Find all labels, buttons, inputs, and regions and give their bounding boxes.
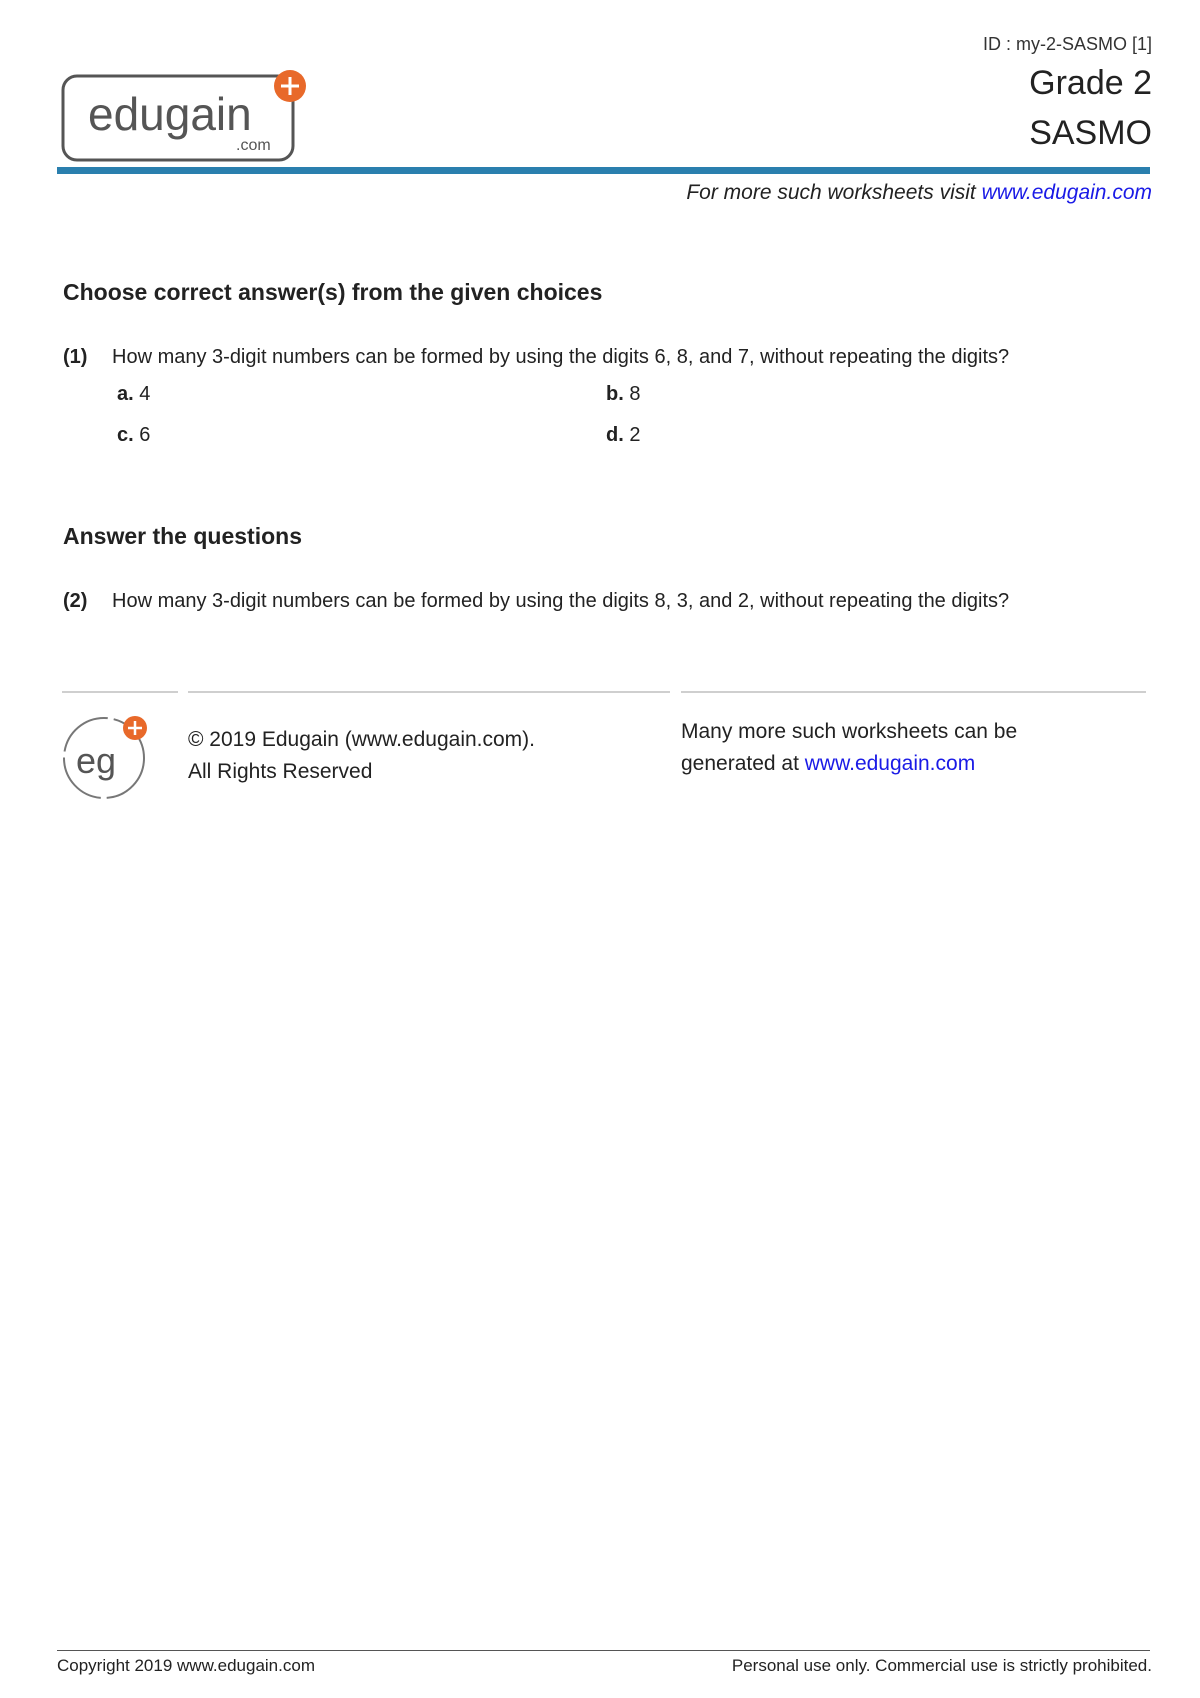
choice-b[interactable] xyxy=(606,383,640,406)
choice-d-label: d. xyxy=(606,424,624,446)
choice-d-value: 2 xyxy=(629,424,641,446)
logo-text: edugain xyxy=(88,88,252,140)
visit-prefix: For more such worksheets visit xyxy=(686,181,982,204)
logo-sub: .com xyxy=(236,137,271,154)
question-2-number: (2) xyxy=(63,590,88,612)
choice-b-label: b. xyxy=(606,383,624,405)
page-footer-notice: Personal use only. Commercial use is strictly prohibited. xyxy=(731,1656,1152,1675)
question-2-text: How many 3-digit numbers can be formed by using the digits 8, 3, and 2, without repeating the digits? xyxy=(112,590,1010,612)
question-1-text: How many 3-digit numbers can be formed by using the digits 6, 8, and 7, without repeating the digits? xyxy=(112,346,1010,368)
page-footer-divider xyxy=(57,1650,1150,1651)
footer-copyright-line2: All Rights Reserved xyxy=(188,760,373,783)
eg-logo-text: eg xyxy=(76,740,117,781)
choice-c[interactable] xyxy=(117,424,150,447)
footer-copyright-line1: © 2019 Edugain (www.edugain.com). xyxy=(188,728,536,751)
header-divider xyxy=(57,167,1150,174)
choice-c-label: c. xyxy=(117,424,134,446)
choice-a[interactable] xyxy=(117,383,150,406)
footer-separator xyxy=(62,691,178,693)
footer-more-prefix: generated at xyxy=(681,752,805,775)
choice-c-value: 6 xyxy=(139,424,151,446)
eg-logo xyxy=(60,712,154,800)
choice-a-label: a. xyxy=(117,383,134,405)
section2-title: Answer the questions xyxy=(63,523,302,549)
visit-line xyxy=(686,181,1152,205)
footer-separator xyxy=(681,691,1146,693)
edugain-logo xyxy=(60,68,310,168)
choice-d[interactable] xyxy=(606,424,640,447)
worksheet-id: ID : my-2-SASMO [1] xyxy=(982,34,1152,54)
footer-separator xyxy=(188,691,670,693)
choice-a-value: 4 xyxy=(139,383,151,405)
footer-more-link[interactable]: www.edugain.com xyxy=(804,752,976,775)
section1-title: Choose correct answer(s) from the given choices xyxy=(63,279,603,305)
page-footer-copyright: Copyright 2019 www.edugain.com xyxy=(57,1656,315,1675)
footer-more-line2 xyxy=(681,752,975,776)
grade-title: Grade 2 xyxy=(1029,64,1152,102)
subject-title: SASMO xyxy=(1029,114,1152,152)
footer-more-line1: Many more such worksheets can be xyxy=(681,720,1018,743)
question-1-number: (1) xyxy=(63,346,88,368)
choice-b-value: 8 xyxy=(629,383,641,405)
visit-link[interactable]: www.edugain.com xyxy=(981,181,1152,204)
